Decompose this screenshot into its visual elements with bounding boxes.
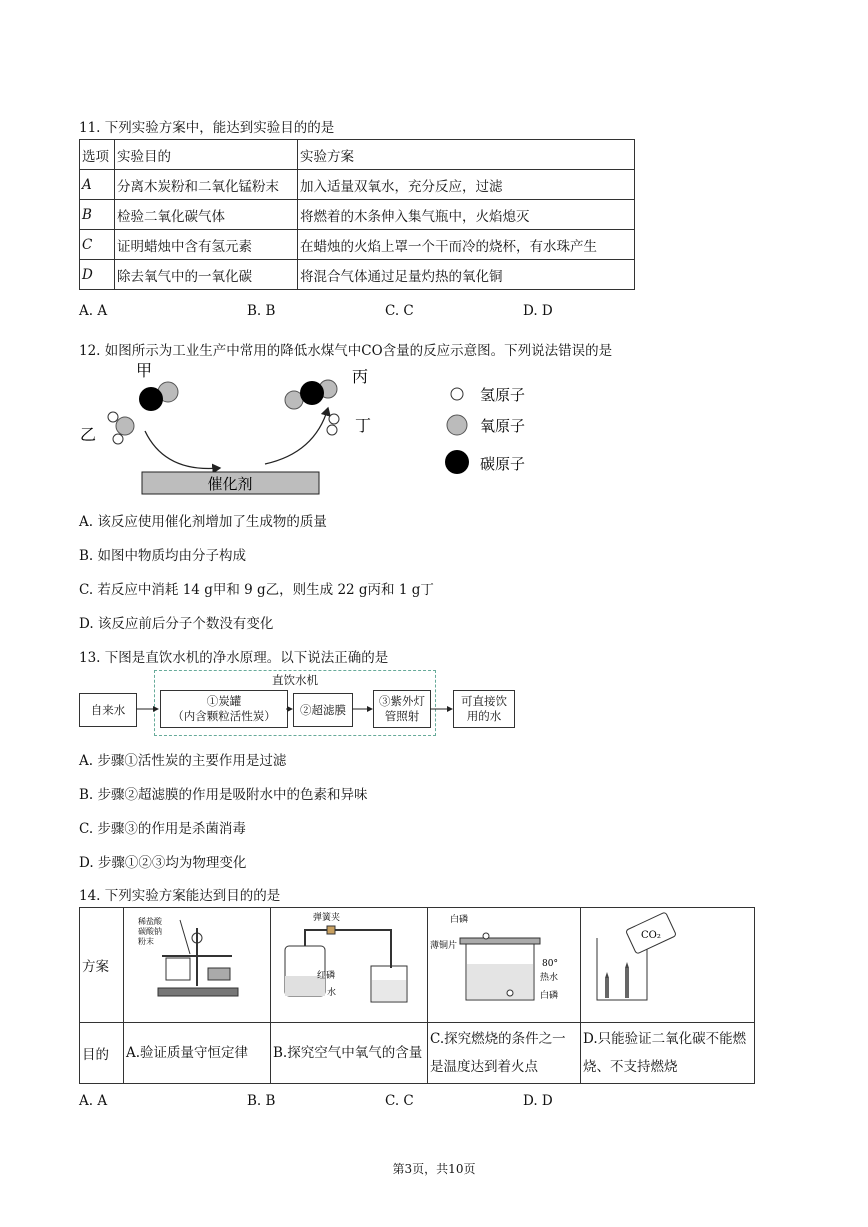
q12-title: 12. 如图所示为工业生产中常用的降低水煤气中CO含量的反应示意图。下列说法错误的是 <box>79 343 613 359</box>
cell-option: A <box>80 170 115 200</box>
oxygen-legend-icon <box>447 415 467 435</box>
cell-option: D <box>80 260 115 290</box>
q11-option-d[interactable]: D. D <box>523 303 553 319</box>
cell-plan: 将混合气体通过足量灼热的氧化铜 <box>298 260 635 290</box>
hydrogen-atom-icon <box>329 414 339 424</box>
q14-option-a[interactable]: A. A <box>79 1093 108 1109</box>
image-cell-a <box>124 908 271 1023</box>
legend-carbon: 碳原子 <box>480 456 526 473</box>
row-label-plan: 方案 <box>80 908 124 1023</box>
carbon-atom-icon <box>300 381 324 405</box>
step2-label: ②超滤膜 <box>300 702 346 717</box>
purpose-row <box>80 1023 755 1084</box>
label-white-phosphorus-bottom: 白磷 <box>540 991 559 1001</box>
cell-purpose: 分离木炭粉和二氧化锰粉末 <box>115 170 298 200</box>
label-hcl: 稀盐酸 <box>138 917 162 926</box>
label-na2co3: 碳酸钠 <box>138 927 162 936</box>
cell-plan: 将燃着的木条伸入集气瓶中，火焰熄灭 <box>298 200 635 230</box>
table-row <box>80 260 635 290</box>
step3-sublabel: 管照射 <box>384 709 420 723</box>
output-sublabel: 用的水 <box>466 709 502 723</box>
label-red-phosphorus: 红磷 <box>317 971 336 981</box>
purpose-a: A.验证质量守恒定律 <box>124 1023 271 1084</box>
q12-statement-b[interactable]: B. 如图中物质均由分子构成 <box>79 548 247 564</box>
output-water-box <box>453 690 515 728</box>
ding-label: 丁 <box>355 418 372 435</box>
q13-statement-b[interactable]: B. 步骤②超滤膜的作用是吸附水中的色素和异味 <box>79 787 368 803</box>
cell-purpose: 检验二氧化碳气体 <box>115 200 298 230</box>
step1-sublabel: （内含颗粒活性炭） <box>172 709 276 723</box>
balance-scale-image <box>124 908 270 1018</box>
row-label-purpose: 目的 <box>80 1023 124 1084</box>
purpose-c: C.探究燃烧的条件之一是温度达到着火点 <box>428 1023 581 1084</box>
q14-option-b[interactable]: B. B <box>247 1093 276 1109</box>
cell-plan: 在蜡烛的火焰上罩一个干而冷的烧杯，有水珠产生 <box>298 230 635 260</box>
table-header-row <box>80 140 635 170</box>
label-co2: CO₂ <box>641 930 661 941</box>
image-cell-b <box>271 908 428 1023</box>
carbon-legend-icon <box>445 450 469 474</box>
arrow-out <box>265 408 328 464</box>
step3-label: ③紫外灯 <box>379 694 425 708</box>
jia-label: 甲 <box>136 363 153 380</box>
image-cell-c <box>428 908 581 1023</box>
oxygen-atom-icon <box>116 417 134 435</box>
cell-purpose: 除去氧气中的一氧化碳 <box>115 260 298 290</box>
q11-option-b[interactable]: B. B <box>247 303 276 319</box>
table-row <box>80 200 635 230</box>
q14-option-c[interactable]: C. C <box>385 1093 414 1109</box>
q13-title: 13. 下图是直饮水机的净水原理。以下说法正确的是 <box>79 650 389 666</box>
cell-option: C <box>80 230 115 260</box>
step1-label: ①炭罐 <box>206 694 242 708</box>
yi-label: 乙 <box>80 427 97 444</box>
plan-row <box>80 908 755 1023</box>
legend-hydrogen: 氢原子 <box>480 387 526 404</box>
page-footer: 第3页，共10页 <box>392 1162 476 1176</box>
label-water: 水 <box>327 988 337 998</box>
q11-option-c[interactable]: C. C <box>385 303 414 319</box>
q13-statement-a[interactable]: A. 步骤①活性炭的主要作用是过滤 <box>79 753 287 769</box>
col-header-purpose: 实验目的 <box>115 140 298 170</box>
purpose-d: D.只能验证二氧化碳不能燃烧、不支持燃烧 <box>581 1023 755 1084</box>
col-header-plan: 实验方案 <box>298 140 635 170</box>
q12-reaction-diagram <box>70 358 570 500</box>
combustion-condition-image <box>428 908 580 1018</box>
tap-water-label: 自来水 <box>90 702 126 717</box>
q11-table <box>79 139 635 290</box>
q13-arrows <box>130 700 460 720</box>
hydrogen-atom-icon <box>327 425 337 435</box>
table-row <box>80 230 635 260</box>
purpose-b: B.探究空气中氧气的含量 <box>271 1023 428 1084</box>
col-header-option: 选项 <box>80 140 115 170</box>
oxygen-content-apparatus-image <box>271 908 427 1018</box>
q12-statement-a[interactable]: A. 该反应使用催化剂增加了生成物的质量 <box>79 514 327 530</box>
q12-statement-c[interactable]: C. 若反应中消耗 14 g甲和 9 g乙，则生成 22 g丙和 1 g丁 <box>79 582 434 598</box>
q13-statement-d[interactable]: D. 步骤①②③均为物理变化 <box>79 855 247 871</box>
q11-title: 11. 下列实验方案中，能达到实验目的的是 <box>79 120 335 136</box>
hydrogen-atom-icon <box>113 434 123 444</box>
q11-option-a[interactable]: A. A <box>79 303 108 319</box>
hydrogen-atom-icon <box>108 412 118 422</box>
tap-water-box <box>79 693 137 727</box>
label-80-degrees: 80° <box>542 959 558 969</box>
image-cell-d <box>581 908 755 1023</box>
q14-title: 14. 下列实验方案能达到目的的是 <box>79 888 281 904</box>
machine-label: 直饮水机 <box>272 673 318 687</box>
label-powder: 粉末 <box>138 937 154 946</box>
output-label: 可直接饮 <box>461 694 507 708</box>
table-row <box>80 170 635 200</box>
cell-purpose: 证明蜡烛中含有氢元素 <box>115 230 298 260</box>
label-hot-water: 热水 <box>540 973 559 983</box>
label-clamp: 弹簧夹 <box>313 913 341 923</box>
cell-plan: 加入适量双氧水，充分反应，过滤 <box>298 170 635 200</box>
bing-label: 丙 <box>352 369 369 386</box>
arrow-in <box>145 431 220 469</box>
label-copper-sheet: 薄铜片 <box>430 941 458 951</box>
q12-statement-d[interactable]: D. 该反应前后分子个数没有变化 <box>79 616 274 632</box>
label-white-phosphorus-top: 白磷 <box>450 915 469 925</box>
legend-oxygen: 氧原子 <box>480 418 526 435</box>
co2-candle-image <box>581 908 751 1018</box>
cell-option: B <box>80 200 115 230</box>
q13-statement-c[interactable]: C. 步骤③的作用是杀菌消毒 <box>79 821 246 837</box>
q14-option-d[interactable]: D. D <box>523 1093 553 1109</box>
hydrogen-legend-icon <box>451 388 463 400</box>
catalyst-label: 催化剂 <box>207 476 253 493</box>
carbon-atom-icon <box>139 387 163 411</box>
q14-table <box>79 907 755 1084</box>
